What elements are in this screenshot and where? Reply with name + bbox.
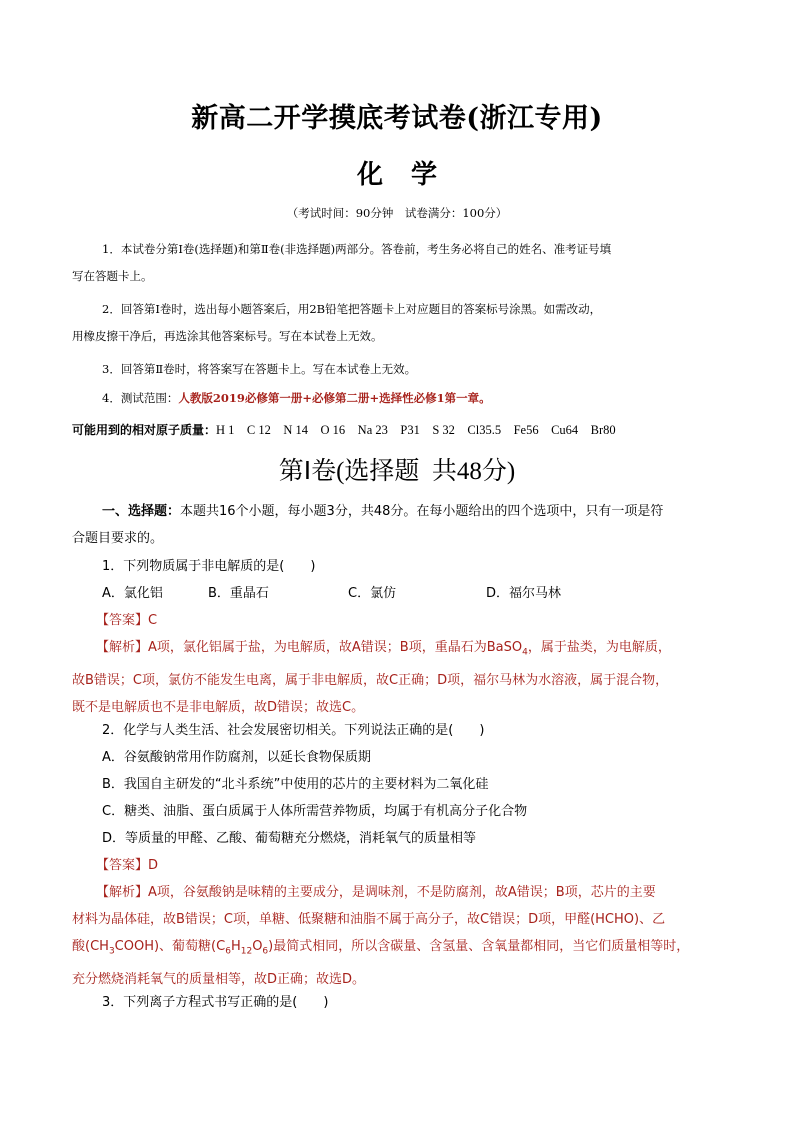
exam-time-score: （考试时间：90分钟 试卷满分：100分） — [286, 206, 508, 220]
instruction-3-line1: 3．回答第Ⅱ卷时，将答案写在答题卡上。写在本试卷上无效。 — [102, 362, 417, 376]
test-range-label: 4．测试范围： — [102, 391, 179, 405]
question-1-analysis-line2: 故B错误；C项，氯仿不能发生电离，属于非电解质，故C正确；D项，福尔马林为水溶液，属于混合物， — [72, 672, 669, 688]
section-intro — [72, 498, 730, 552]
instruction-2-line2: 用橡皮擦干净后，再选涂其他答案标号。写在本试卷上无效。 — [72, 329, 383, 343]
question-2-analysis-line2: 材料为晶体硅，故B错误；C项，单糖、低聚糖和油脂不属于高分子，故C错误；D项，甲醛(HCHO)、乙 — [72, 912, 666, 927]
question-3 — [72, 989, 730, 1016]
section-intro-label: 一、选择题： — [102, 504, 181, 519]
question-2-option-b: B．我国自主研发的“北斗系统”中使用的芯片的主要材料为二氧化硅 — [102, 777, 489, 792]
exam-title: 新高二开学摸底考试卷(浙江专用) — [191, 103, 603, 134]
option-a: A．氯化铝 — [102, 586, 163, 601]
question-1-answer: 【答案】C — [96, 613, 158, 628]
section-intro-text2: 合题目要求的。 — [72, 531, 164, 546]
instruction-3 — [72, 356, 732, 383]
instruction-1-line2: 写在答题卡上。 — [72, 269, 153, 283]
question-2-analysis-line4: 充分燃烧消耗氧气的质量相等，故D正确；故选D。 — [72, 971, 366, 987]
analysis-label: 【解析】 — [96, 640, 149, 655]
section-title: 第Ⅰ卷(选择题 共48分) — [278, 458, 516, 485]
atomic-mass-line — [72, 420, 732, 438]
question-2-option-c: C．糖类、油脂、蛋白质属于人体所需营养物质，均属于有机高分子化合物 — [102, 804, 528, 819]
question-2-analysis-line3: 酸$(CH_3COOH)$、葡萄糖$(C_6H_{12}O_6)$最简式相同，所以含碳量、含氢量、含氧量都相同，当它们质量相等时， — [72, 939, 690, 957]
question-2-stem: 2．化学与人类生活、社会发展密切相关。下列说法正确的是( ) — [102, 723, 485, 738]
atomic-mass-label: 可能用到的相对原子质量： — [72, 423, 217, 437]
option-c: C．氯仿 — [348, 586, 397, 601]
option-d: D．福尔马林 — [486, 586, 562, 601]
subject-heading: 化学 — [356, 160, 465, 190]
question-2-answer: 【答案】D — [96, 858, 159, 873]
atomic-mass-values: H 1 C 12 N 14 O 16 Na 23 P31 S 32 Cl35.5 Fe56 Cu64 Br80 — [216, 423, 616, 437]
test-range-value: 人教版2019必修第一册+必修第二册+选择性必修1第一章。 — [178, 391, 491, 405]
question-1-options — [72, 580, 730, 607]
instruction-2 — [72, 296, 732, 350]
question-2-analysis-line1: 【解析】A项，谷氨酸钠是味精的主要成分，是调味剂，不是防腐剂，故A错误；B项，芯片的主要 — [96, 885, 656, 900]
question-1 — [72, 553, 730, 721]
question-2 — [72, 717, 730, 993]
question-1-analysis-line3: 既不是电解质也不是非电解质，故D错误；故选C。 — [72, 699, 365, 715]
question-2-option-d: D．等质量的甲醛、乙酸、葡萄糖充分燃烧，消耗氧气的质量相等 — [102, 831, 477, 846]
instruction-2-line1: 2．回答第Ⅰ卷时，选出每小题答案后，用2B铅笔把答题卡上对应题目的答案标号涂黑。如需改动， — [102, 302, 602, 316]
question-2-option-a: A．谷氨酸钠常用作防腐剂，以延长食物保质期 — [102, 750, 371, 765]
instruction-1 — [72, 236, 732, 290]
question-1-stem: 1．下列物质属于非电解质的是( ) — [102, 559, 316, 574]
instruction-4 — [72, 385, 732, 412]
analysis-label: 【解析】 — [96, 885, 149, 900]
question-3-stem: 3．下列离子方程式书写正确的是( ) — [102, 995, 329, 1010]
question-1-analysis-line1: 【解析】A项，氯化铝属于盐，为电解质，故A错误；B项，重晶石为BaSO$_4$，属于盐类，为电解质， — [96, 640, 671, 658]
section-intro-text: 本题共16个小题，每小题3分，共48分。在每小题给出的四个选项中，只有一项是符 — [180, 504, 664, 519]
option-b: B．重晶石 — [208, 586, 269, 601]
instruction-1-line1: 1．本试卷分第Ⅰ卷(选择题)和第Ⅱ卷(非选择题)两部分。答卷前，考生务必将自己的姓名、准考证号填 — [102, 242, 612, 256]
